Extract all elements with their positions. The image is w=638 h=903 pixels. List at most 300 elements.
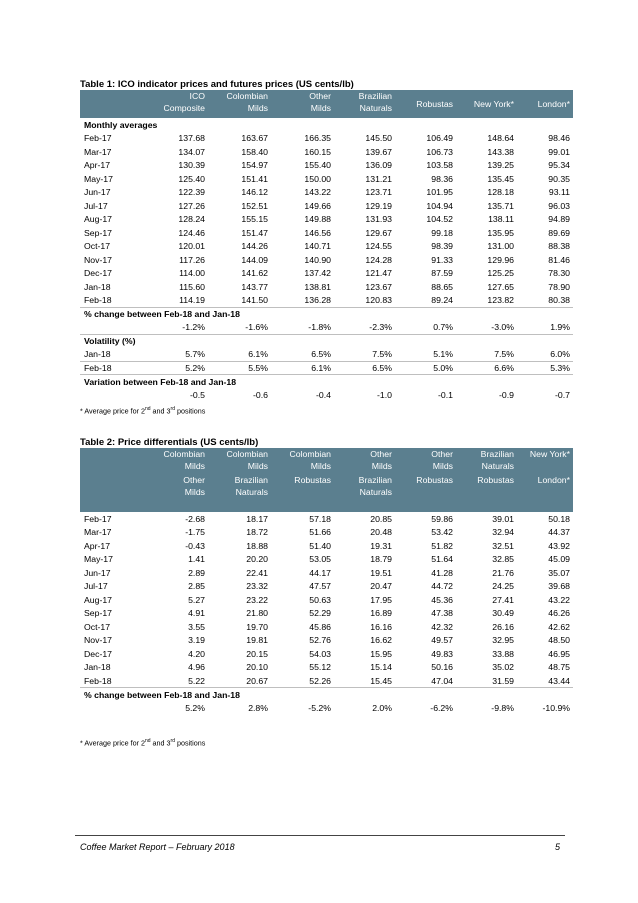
column-header-line: Robustas [416, 99, 453, 109]
cell-value: 135.45 [487, 173, 514, 184]
cell-value: 15.45 [370, 675, 392, 686]
cell-value: 53.05 [309, 554, 331, 565]
cell-value: 106.49 [426, 133, 453, 144]
cell-value: 52.26 [309, 675, 331, 686]
cell-value: 18.79 [370, 554, 392, 565]
cell-value: 99.01 [548, 146, 570, 157]
row-label: May-17 [84, 173, 113, 184]
column-header-bottom-line: Robustas [294, 475, 331, 485]
cell-value: 131.93 [365, 214, 392, 225]
cell-value: 101.95 [426, 187, 453, 198]
cell-value: 20.48 [370, 527, 392, 538]
row-label: Jan-18 [84, 349, 111, 359]
cell-value: 6.1% [248, 349, 268, 359]
cell-value: 41.28 [431, 567, 453, 578]
row-label: Nov-17 [84, 635, 113, 646]
header-row-top [80, 448, 573, 474]
cell-value: 129.19 [365, 200, 392, 211]
cell-value: 57.18 [309, 513, 331, 524]
cell-value: 51.66 [309, 527, 331, 538]
table-row [80, 267, 573, 281]
column-header-line: Milds [310, 103, 331, 113]
section-label: Volatility (%) [80, 334, 573, 348]
column-header-line: Colombian [226, 91, 268, 101]
cell-value: 141.50 [241, 295, 268, 305]
column-header-bottom [334, 474, 395, 512]
section-header-row [80, 688, 573, 702]
row-label: Sep-17 [84, 608, 113, 619]
table-row [80, 620, 573, 634]
cell-value: 5.27 [188, 594, 205, 605]
cell-value: 5.7% [185, 349, 205, 359]
cell-value: 94.89 [548, 214, 570, 225]
column-header-bottom-line: Brazilian [358, 475, 392, 485]
cell-value: 89.69 [548, 227, 570, 238]
cell-value: -1.8% [308, 322, 331, 332]
cell-value: 23.22 [246, 594, 268, 605]
cell-value: 19.81 [246, 635, 268, 646]
column-header-bottom-line: Naturals [235, 487, 268, 497]
page-number: 5 [554, 842, 560, 852]
table2-footnote [80, 738, 205, 747]
cell-value: 137.42 [304, 268, 331, 279]
column-header-top [517, 448, 573, 474]
row-label: Jun-17 [84, 567, 111, 578]
cell-value: 95.34 [548, 160, 570, 171]
cell-value: 15.14 [370, 662, 392, 673]
column-header-bottom-line: Robustas [477, 475, 514, 485]
cell-value: -2.3% [369, 322, 392, 332]
cell-value: 98.39 [431, 241, 453, 252]
cell-value: 127.26 [178, 200, 205, 211]
cell-value: 3.19 [188, 635, 205, 646]
header-row-bottom [80, 474, 573, 512]
cell-value: 160.15 [304, 146, 331, 157]
summary-row [80, 701, 573, 715]
cell-value: 115.60 [179, 281, 205, 292]
cell-value: -0.4 [316, 389, 331, 400]
cell-value: 42.32 [431, 621, 453, 632]
cell-value: 20.20 [246, 554, 268, 565]
cell-value: 138.11 [488, 214, 514, 225]
table-row [80, 213, 573, 227]
cell-value: 114.00 [179, 268, 205, 279]
footer-report-title: Coffee Market Report – February 2018 [80, 842, 235, 852]
cell-value: 123.67 [365, 281, 392, 292]
cell-value: -0.6 [253, 389, 268, 400]
cell-value: 43.22 [548, 594, 570, 605]
cell-value: 88.65 [431, 281, 453, 292]
cell-value: 125.40 [178, 173, 205, 184]
cell-value: 45.09 [548, 554, 570, 565]
cell-value: 123.71 [365, 187, 392, 198]
row-label-empty [80, 321, 146, 335]
column-header-bottom-line: Naturals [359, 487, 392, 497]
table-row [80, 159, 573, 173]
cell-value: -1.75 [185, 527, 205, 538]
cell-value: 53.42 [431, 527, 453, 538]
cell-value: 124.55 [365, 241, 392, 252]
column-header-top [334, 448, 395, 474]
cell-value: -1.2% [182, 322, 205, 332]
cell-value: 19.31 [370, 540, 392, 551]
column-header-top-line: Other [370, 449, 392, 459]
cell-value: 35.07 [548, 567, 570, 578]
column-header-top-line: Milds [184, 461, 205, 471]
table-row [80, 361, 573, 375]
cell-value: 78.90 [548, 281, 570, 292]
cell-value: 0.7% [433, 322, 453, 332]
cell-value: 131.00 [487, 241, 514, 252]
cell-value: 20.85 [370, 513, 392, 524]
column-header [334, 90, 395, 118]
cell-value: 1.9% [550, 322, 570, 332]
cell-value: 103.58 [426, 160, 453, 171]
table-row [80, 526, 573, 540]
cell-value: 124.46 [178, 227, 205, 238]
cell-value: 16.62 [370, 635, 392, 646]
cell-value: 137.68 [178, 133, 205, 144]
cell-value: 93.11 [548, 187, 570, 198]
table-row [80, 186, 573, 200]
table-row [80, 512, 573, 526]
table-row [80, 132, 573, 146]
column-header-top-line: Brazilian [480, 449, 514, 459]
table-row [80, 580, 573, 594]
cell-value: 139.67 [365, 146, 392, 157]
cell-value: 163.67 [241, 133, 268, 144]
cell-value: 144.26 [241, 241, 268, 252]
cell-value: 17.95 [370, 594, 392, 605]
cell-value: 31.59 [492, 675, 514, 686]
note-sup: rd [170, 738, 175, 744]
cell-value: 32.51 [492, 540, 514, 551]
cell-value: 143.77 [241, 281, 268, 292]
cell-value: 33.88 [492, 648, 514, 659]
cell-value: 104.52 [426, 214, 453, 225]
cell-value: 152.51 [241, 200, 268, 211]
column-header-top-line: Milds [371, 461, 392, 471]
cell-value: 128.18 [487, 187, 514, 198]
cell-value: 5.0% [395, 361, 456, 375]
column-header-bottom [271, 474, 334, 512]
cell-value: 1.41 [188, 554, 205, 565]
cell-value: 32.95 [492, 635, 514, 646]
table-row [80, 647, 573, 661]
cell-value: 5.22 [188, 675, 205, 686]
column-header-line: Naturals [359, 103, 392, 113]
cell-value: 39.68 [548, 581, 570, 592]
row-label: Jun-17 [84, 187, 111, 198]
cell-value: 143.22 [304, 187, 331, 198]
cell-value: 155.40 [304, 160, 331, 171]
row-label: Jan-18 [84, 662, 111, 673]
column-header-top [146, 448, 208, 474]
cell-value: 39.01 [492, 513, 514, 524]
cell-value: 2.8% [248, 702, 268, 713]
section-label: % change between Feb-18 and Jan-18 [80, 307, 573, 321]
column-header-bottom-line: Other [183, 475, 205, 485]
column-header-top-line: Milds [432, 461, 453, 471]
cell-value: 48.50 [548, 635, 570, 646]
section-label: Variation between Feb-18 and Jan-18 [80, 375, 573, 389]
column-header-bottom [146, 474, 208, 512]
cell-value: -0.1 [438, 389, 453, 400]
summary-row [80, 321, 573, 335]
cell-value: 4.20 [188, 648, 205, 659]
column-header-bottom [517, 474, 573, 512]
cell-value: -5.2% [308, 702, 331, 713]
row-label: May-17 [84, 554, 113, 565]
cell-value: 96.03 [548, 200, 570, 211]
table-row [80, 661, 573, 675]
column-header-line: London* [537, 99, 570, 109]
row-label: Aug-17 [84, 214, 113, 225]
cell-value: 18.88 [246, 540, 268, 551]
column-header [395, 90, 456, 118]
cell-value: 4.91 [188, 608, 205, 619]
row-label: Jul-17 [84, 581, 108, 592]
cell-value: 19.51 [370, 567, 392, 578]
cell-value: 124.28 [365, 254, 392, 265]
cell-value: 88.38 [548, 241, 570, 252]
cell-value: 98.46 [548, 133, 570, 144]
cell-value: 18.72 [246, 527, 268, 538]
cell-value: 6.1% [271, 361, 334, 375]
cell-value: -0.43 [185, 540, 205, 551]
table2-caption: Table 2: Price differentials (US cents/lb) [80, 437, 259, 448]
cell-value: -1.6% [245, 322, 268, 332]
cell-value: 49.83 [431, 648, 453, 659]
column-header-top-line: Colombian [226, 449, 268, 459]
cell-value: 26.16 [492, 621, 514, 632]
cell-value: 89.24 [431, 295, 453, 305]
table-row [80, 566, 573, 580]
table-row [80, 553, 573, 567]
cell-value: 139.25 [487, 160, 514, 171]
table-row [80, 593, 573, 607]
column-header-bottom-line: Brazilian [234, 475, 268, 485]
cell-value: 158.40 [241, 146, 268, 157]
column-header [146, 90, 208, 118]
column-header-line: New York* [473, 99, 514, 109]
column-header-bottom-line: London* [537, 475, 570, 485]
table-row [80, 607, 573, 621]
cell-value: 143.38 [487, 146, 514, 157]
table-row [80, 172, 573, 186]
cell-value: 141.62 [241, 268, 268, 279]
section-label: % change between Feb-18 and Jan-18 [80, 688, 573, 702]
note-sup: nd [145, 738, 151, 744]
cell-value: 87.59 [431, 268, 453, 279]
table-row [80, 240, 573, 254]
column-header-bottom [395, 474, 456, 512]
cell-value: 135.95 [487, 227, 514, 238]
cell-value: 81.46 [548, 254, 570, 265]
cell-value: 5.3% [517, 361, 573, 375]
column-header [456, 90, 517, 118]
cell-value: 155.15 [241, 214, 268, 225]
cell-value: 127.65 [487, 281, 514, 292]
table-row [80, 634, 573, 648]
cell-value: 121.47 [365, 268, 392, 279]
cell-value: 131.21 [365, 173, 392, 184]
row-label: Jan-18 [84, 281, 111, 292]
cell-value: 51.64 [431, 554, 453, 565]
header-empty [80, 474, 146, 512]
cell-value: 128.24 [178, 214, 205, 225]
cell-value: 6.5% [334, 361, 395, 375]
cell-value: 125.25 [487, 268, 514, 279]
note-text: and 3 [150, 738, 171, 748]
cell-value: 140.71 [304, 241, 331, 252]
cell-value: 20.47 [370, 581, 392, 592]
cell-value: -0.7 [555, 389, 570, 400]
cell-value: 98.36 [431, 173, 453, 184]
cell-value: 104.94 [426, 200, 453, 211]
row-label: Feb-18 [84, 675, 112, 686]
column-header-top-line: Milds [247, 461, 268, 471]
table-row [80, 348, 573, 362]
cell-value: 21.80 [246, 608, 268, 619]
column-header-top-line: Milds [310, 461, 331, 471]
cell-value: 24.25 [492, 581, 514, 592]
cell-value: 19.70 [246, 621, 268, 632]
cell-value: 32.85 [492, 554, 514, 565]
cell-value: 123.82 [487, 295, 514, 305]
cell-value: 166.35 [304, 133, 331, 144]
cell-value: 48.75 [548, 662, 570, 673]
cell-value: 148.64 [487, 133, 514, 144]
cell-value: 2.0% [372, 702, 392, 713]
cell-value: 145.50 [365, 133, 392, 144]
column-header-line: Brazilian [358, 91, 392, 101]
row-label: Feb-18 [84, 295, 112, 305]
cell-value: 149.66 [304, 200, 331, 211]
section-header-row [80, 334, 573, 348]
cell-value: 52.76 [309, 635, 331, 646]
column-header-top-line: Colombian [163, 449, 205, 459]
row-label-empty [80, 701, 146, 715]
cell-value: 5.2% [146, 361, 208, 375]
cell-value: 5.1% [433, 349, 453, 359]
cell-value: 7.5% [494, 349, 514, 359]
cell-value: 78.30 [548, 268, 570, 279]
column-header-top-line: Naturals [481, 461, 514, 471]
cell-value: 21.76 [492, 567, 514, 578]
cell-value: -6.2% [430, 702, 453, 713]
header-empty [80, 448, 146, 474]
row-label: Feb-17 [84, 513, 112, 524]
cell-value: -1.0 [377, 389, 392, 400]
row-label: Aug-17 [84, 594, 113, 605]
cell-value: 90.35 [548, 173, 570, 184]
column-header-bottom [456, 474, 517, 512]
cell-value: 140.90 [304, 254, 331, 265]
column-header-line: Milds [247, 103, 268, 113]
cell-value: 6.6% [456, 361, 517, 375]
column-header-top-line: Other [431, 449, 453, 459]
cell-value: 144.09 [241, 254, 268, 265]
cell-value: 151.41 [241, 173, 268, 184]
cell-value: 18.17 [246, 513, 268, 524]
column-header-bottom [208, 474, 271, 512]
header-empty [80, 90, 146, 118]
row-label: Apr-17 [84, 540, 111, 551]
cell-value: 129.67 [365, 227, 392, 238]
cell-value: 154.97 [241, 160, 268, 171]
cell-value: 16.89 [370, 608, 392, 619]
cell-value: 44.72 [431, 581, 453, 592]
column-header [517, 90, 573, 118]
cell-value: 135.71 [487, 200, 514, 211]
column-header [208, 90, 271, 118]
column-header-top [395, 448, 456, 474]
note-text: positions [175, 406, 206, 416]
cell-value: 50.18 [548, 513, 570, 524]
cell-value: 52.29 [309, 608, 331, 619]
row-label: Sep-17 [84, 227, 113, 238]
column-header-top [208, 448, 271, 474]
cell-value: -2.68 [185, 513, 205, 524]
cell-value: 32.94 [492, 527, 514, 538]
cell-value: 27.41 [492, 594, 514, 605]
ico-indicator-prices-table [80, 90, 573, 402]
cell-value: 42.62 [548, 621, 570, 632]
column-header-top [456, 448, 517, 474]
cell-value: -9.8% [491, 702, 514, 713]
cell-value: 146.56 [304, 227, 331, 238]
cell-value: 54.03 [309, 648, 331, 659]
summary-row [80, 388, 573, 402]
cell-value: 47.04 [431, 675, 453, 686]
cell-value: 47.38 [431, 608, 453, 619]
cell-value: 45.36 [431, 594, 453, 605]
table-row [80, 253, 573, 267]
table1-footnote [80, 406, 205, 415]
price-differentials-table [80, 448, 573, 715]
note-text: * Average price for 2 [80, 406, 145, 416]
cell-value: 106.73 [426, 146, 453, 157]
cell-value: 91.33 [431, 254, 453, 265]
cell-value: 5.2% [185, 702, 205, 713]
section-header-row [80, 118, 573, 132]
cell-value: -3.0% [491, 322, 514, 332]
table1-caption: Table 1: ICO indicator prices and futures prices (US cents/lb) [80, 79, 354, 90]
cell-value: 35.02 [492, 662, 514, 673]
cell-value: 3.55 [188, 621, 205, 632]
cell-value: 44.37 [548, 527, 570, 538]
cell-value: 55.12 [309, 662, 331, 673]
cell-value: 4.96 [188, 662, 205, 673]
cell-value: 129.96 [487, 254, 514, 265]
cell-value: 23.32 [246, 581, 268, 592]
note-text: positions [175, 738, 206, 748]
row-label: Feb-18 [80, 361, 146, 375]
column-header [271, 90, 334, 118]
cell-value: 5.5% [208, 361, 271, 375]
cell-value: 20.67 [246, 675, 268, 686]
row-label: Mar-17 [84, 527, 112, 538]
note-sup: rd [170, 406, 175, 412]
column-header-bottom-line: Robustas [416, 475, 453, 485]
cell-value: 16.16 [370, 621, 392, 632]
cell-value: 20.10 [246, 662, 268, 673]
cell-value: 2.89 [188, 567, 205, 578]
section-label: Monthly averages [84, 119, 158, 130]
note-sup: nd [145, 406, 151, 412]
column-header-bottom-line: Milds [184, 487, 205, 497]
